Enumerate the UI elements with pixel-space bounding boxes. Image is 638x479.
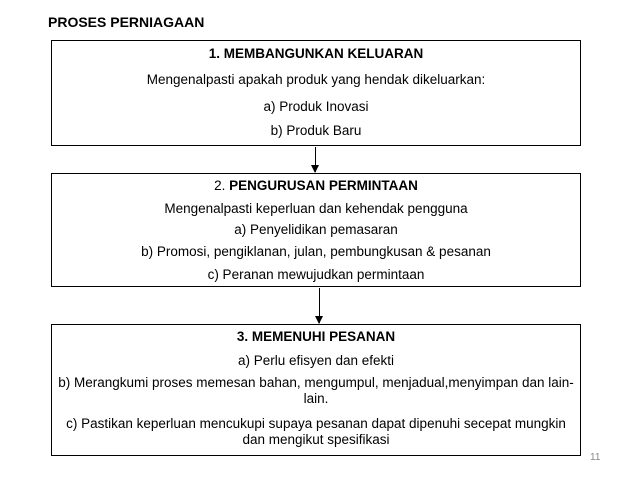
step-3-item-a: a) Perlu efisyen dan efekti bbox=[237, 353, 395, 368]
step-3-item-c: c) Pastikan keperluan mencukupi supaya pesanan dapat dipenuhi secepat mungkin dan mengikut spesifikasi bbox=[66, 416, 566, 447]
step-2-item-c: c) Peranan mewujudkan permintaan bbox=[207, 267, 425, 282]
step-2-title: PENGURUSAN PERMINTAAN bbox=[229, 178, 418, 193]
step-2-heading bbox=[52, 178, 580, 194]
step-1-box bbox=[51, 40, 581, 146]
step-2-number: 2. bbox=[214, 178, 226, 193]
step-1-item-b: b) Produk Baru bbox=[270, 123, 362, 138]
arrow-down-icon bbox=[315, 147, 316, 172]
step-1-description: Mengenalpasti apakah produk yang hendak dikeluarkan: bbox=[146, 72, 486, 87]
arrow-down-icon bbox=[319, 288, 320, 323]
step-3-heading: 3. MEMENUHI PESANAN bbox=[236, 329, 396, 344]
step-1-heading: 1. MEMBANGUNKAN KELUARAN bbox=[208, 46, 424, 61]
step-1-item-a: a) Produk Inovasi bbox=[263, 99, 369, 114]
step-2-item-b: b) Promosi, pengiklanan, julan, pembungkusan & pesanan bbox=[141, 244, 491, 259]
page-number: 11 bbox=[590, 452, 601, 463]
step-3-item-b: b) Merangkumi proses memesan bahan, mengumpul, menjadual,menyimpan dan lain-lain. bbox=[58, 375, 574, 406]
step-2-description: Mengenalpasti keperluan dan kehendak pengguna bbox=[164, 201, 468, 216]
step-2-item-a: a) Penyelidikan pemasaran bbox=[234, 222, 398, 237]
step-2-box bbox=[51, 173, 581, 287]
step-3-box bbox=[51, 324, 581, 456]
page-title: PROSES PERNIAGAAN bbox=[48, 14, 205, 30]
